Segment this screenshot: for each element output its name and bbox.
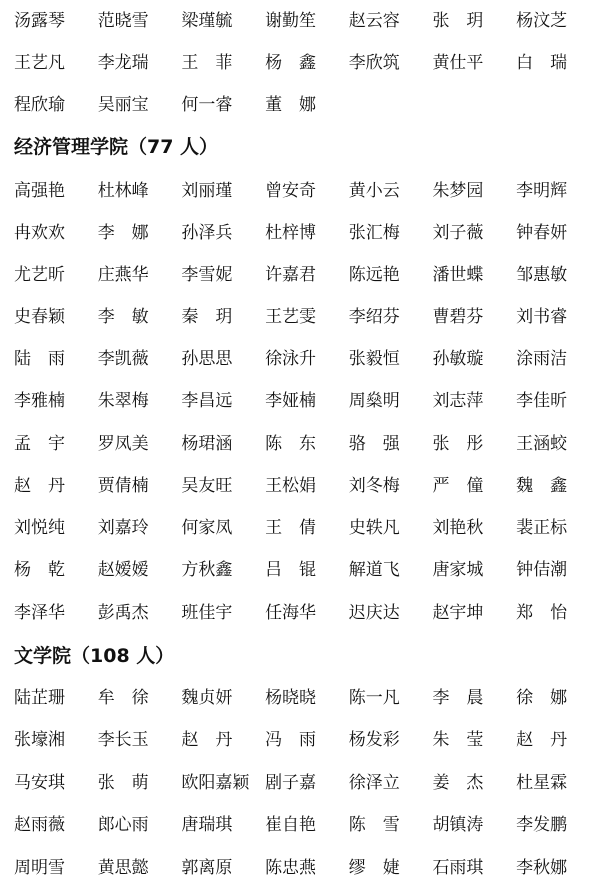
student-name: 杜林峰	[97, 181, 149, 201]
student-name: 胡镇涛	[432, 815, 484, 835]
student-name: 赵嫒嫒	[97, 560, 149, 580]
name-row	[14, 261, 594, 289]
student-name: 魏 鑫	[516, 476, 568, 496]
student-name: 曾安奇	[265, 181, 317, 201]
student-name: 李泽华	[14, 603, 65, 623]
student-name: 姜 杰	[432, 773, 484, 793]
student-name: 杨晓晓	[265, 688, 317, 708]
student-name: 郭离原	[181, 858, 233, 878]
student-name: 曹碧芬	[432, 307, 484, 327]
student-name: 杨汶芝	[516, 11, 568, 31]
student-name: 李凯薇	[97, 349, 149, 369]
student-name: 冯 雨	[265, 730, 317, 750]
student-name: 张 彤	[432, 434, 484, 454]
student-name: 吴友旺	[181, 476, 233, 496]
student-name: 张壕湘	[14, 730, 65, 750]
student-name: 潘世蝶	[432, 265, 484, 285]
student-name: 李昌远	[181, 391, 233, 411]
student-name: 周燊明	[348, 391, 400, 411]
student-name: 杨 鑫	[265, 53, 317, 73]
student-name: 李 晨	[432, 688, 484, 708]
name-row	[14, 387, 594, 415]
student-name: 梁瑾毓	[181, 11, 233, 31]
name-row	[14, 7, 594, 35]
student-name: 刘艳秋	[432, 518, 484, 538]
student-name: 尤艺昕	[14, 265, 65, 285]
name-row	[14, 514, 594, 542]
student-name: 裴正标	[516, 518, 568, 538]
name-row	[14, 726, 594, 754]
student-name: 冉欢欢	[14, 223, 65, 243]
student-name: 剧子嘉	[265, 773, 317, 793]
name-row	[14, 430, 594, 458]
student-name: 董 娜	[265, 95, 317, 115]
student-name: 任海华	[265, 603, 317, 623]
student-name: 唐瑞琪	[181, 815, 233, 835]
student-name: 孟 宇	[14, 434, 65, 454]
name-row	[14, 854, 594, 882]
name-row	[14, 49, 594, 77]
student-name: 贾倩楠	[97, 476, 149, 496]
student-name: 李 娜	[97, 223, 149, 243]
student-name: 赵云容	[348, 11, 400, 31]
student-name: 范晓雪	[97, 11, 149, 31]
student-name: 陆 雨	[14, 349, 65, 369]
student-name: 周明雪	[14, 858, 65, 878]
student-name: 解道飞	[348, 560, 400, 580]
student-name: 程欣瑜	[14, 95, 65, 115]
student-name: 陈 东	[265, 434, 317, 454]
student-name: 庄燕华	[97, 265, 149, 285]
student-name: 涂雨洁	[516, 349, 568, 369]
student-name: 白 瑞	[516, 53, 568, 73]
student-name: 张毅恒	[348, 349, 400, 369]
student-name: 高强艳	[14, 181, 65, 201]
student-name: 方秋鑫	[181, 560, 233, 580]
student-name: 刘嘉玲	[97, 518, 149, 538]
student-name: 史轶凡	[348, 518, 400, 538]
student-name: 马安琪	[14, 773, 65, 793]
student-name: 李雪妮	[181, 265, 233, 285]
student-name: 陈忠燕	[265, 858, 317, 878]
student-name: 朱翠梅	[97, 391, 149, 411]
student-name: 邹惠敏	[516, 265, 568, 285]
student-name: 刘冬梅	[348, 476, 400, 496]
student-name: 李发鹏	[516, 815, 568, 835]
student-name: 李 敏	[97, 307, 149, 327]
student-name: 魏贞妍	[181, 688, 233, 708]
student-name: 罗凤美	[97, 434, 149, 454]
student-name: 赵宇坤	[432, 603, 484, 623]
student-name: 陈远艳	[348, 265, 400, 285]
student-name: 李秋娜	[516, 858, 568, 878]
student-name: 钟佶潮	[516, 560, 568, 580]
student-name: 班佳宇	[181, 603, 233, 623]
student-name: 张汇梅	[348, 223, 400, 243]
student-name: 刘悦纯	[14, 518, 65, 538]
student-name: 刘书睿	[516, 307, 568, 327]
section-heading: 经济管理学院（77 人）	[14, 136, 219, 158]
name-row	[14, 556, 594, 584]
student-name: 石雨琪	[432, 858, 484, 878]
student-name: 谢勤笙	[265, 11, 317, 31]
student-name: 徐泽立	[348, 773, 400, 793]
student-name: 杨发彩	[348, 730, 400, 750]
student-name: 王 菲	[181, 53, 233, 73]
student-name: 秦 玥	[181, 307, 233, 327]
name-row	[14, 811, 594, 839]
name-row	[14, 769, 594, 797]
student-name: 陈 雪	[348, 815, 400, 835]
student-name: 王松娟	[265, 476, 317, 496]
student-name: 朱 莹	[432, 730, 484, 750]
student-name: 李雅楠	[14, 391, 65, 411]
student-name: 许嘉君	[265, 265, 317, 285]
student-name: 李绍芬	[348, 307, 400, 327]
student-name: 李娅楠	[265, 391, 317, 411]
student-name: 崔自艳	[265, 815, 317, 835]
student-name: 牟 徐	[97, 688, 149, 708]
student-name: 李明辉	[516, 181, 568, 201]
student-name: 李佳昕	[516, 391, 568, 411]
student-name: 李长玉	[97, 730, 149, 750]
student-name: 欧阳嘉颖	[181, 773, 250, 793]
student-name: 陈一凡	[348, 688, 400, 708]
student-name: 赵雨薇	[14, 815, 65, 835]
student-name: 郑 怡	[516, 603, 568, 623]
student-name: 吕 锟	[265, 560, 317, 580]
student-name: 赵 丹	[516, 730, 568, 750]
student-name: 王艺凡	[14, 53, 65, 73]
name-row	[14, 177, 594, 205]
student-name: 徐泳升	[265, 349, 317, 369]
student-name: 王艺雯	[265, 307, 317, 327]
name-row	[14, 345, 594, 373]
section-heading: 文学院（108 人）	[14, 645, 175, 667]
student-name: 杨 乾	[14, 560, 65, 580]
name-row	[14, 219, 594, 247]
student-name: 严 僮	[432, 476, 484, 496]
student-name: 吴丽宝	[97, 95, 149, 115]
student-name: 唐家城	[432, 560, 484, 580]
student-name: 刘子薇	[432, 223, 484, 243]
student-name: 黄仕平	[432, 53, 484, 73]
student-name: 黄思懿	[97, 858, 149, 878]
student-name: 陆芷珊	[14, 688, 65, 708]
student-name: 汤露琴	[14, 11, 65, 31]
student-name: 郎心雨	[97, 815, 149, 835]
student-name: 钟春妍	[516, 223, 568, 243]
student-name: 李欣筑	[348, 53, 400, 73]
student-name: 迟庆达	[348, 603, 400, 623]
student-name: 何一睿	[181, 95, 233, 115]
student-name: 何家凤	[181, 518, 233, 538]
student-name: 缪 婕	[348, 858, 400, 878]
student-name: 李龙瑞	[97, 53, 149, 73]
student-name: 孙泽兵	[181, 223, 233, 243]
student-name: 张 玥	[432, 11, 484, 31]
student-name: 杜梓博	[265, 223, 317, 243]
student-name: 史春颖	[14, 307, 65, 327]
student-name: 徐 娜	[516, 688, 568, 708]
student-name: 赵 丹	[181, 730, 233, 750]
student-name: 刘丽瑾	[181, 181, 233, 201]
name-row	[14, 91, 594, 119]
name-row	[14, 599, 594, 627]
student-name: 孙思思	[181, 349, 233, 369]
student-name: 杜星霖	[516, 773, 568, 793]
student-name: 孙敏璇	[432, 349, 484, 369]
student-name: 杨珺涵	[181, 434, 233, 454]
student-name: 张 萌	[97, 773, 149, 793]
student-name: 王涵蛟	[516, 434, 568, 454]
name-row	[14, 472, 594, 500]
student-name: 彭禹杰	[97, 603, 149, 623]
student-name: 赵 丹	[14, 476, 65, 496]
student-name: 朱梦园	[432, 181, 484, 201]
student-name: 王 倩	[265, 518, 317, 538]
name-row	[14, 303, 594, 331]
student-name: 刘志萍	[432, 391, 484, 411]
name-row	[14, 684, 594, 712]
student-name: 黄小云	[348, 181, 400, 201]
student-name: 骆 强	[348, 434, 400, 454]
